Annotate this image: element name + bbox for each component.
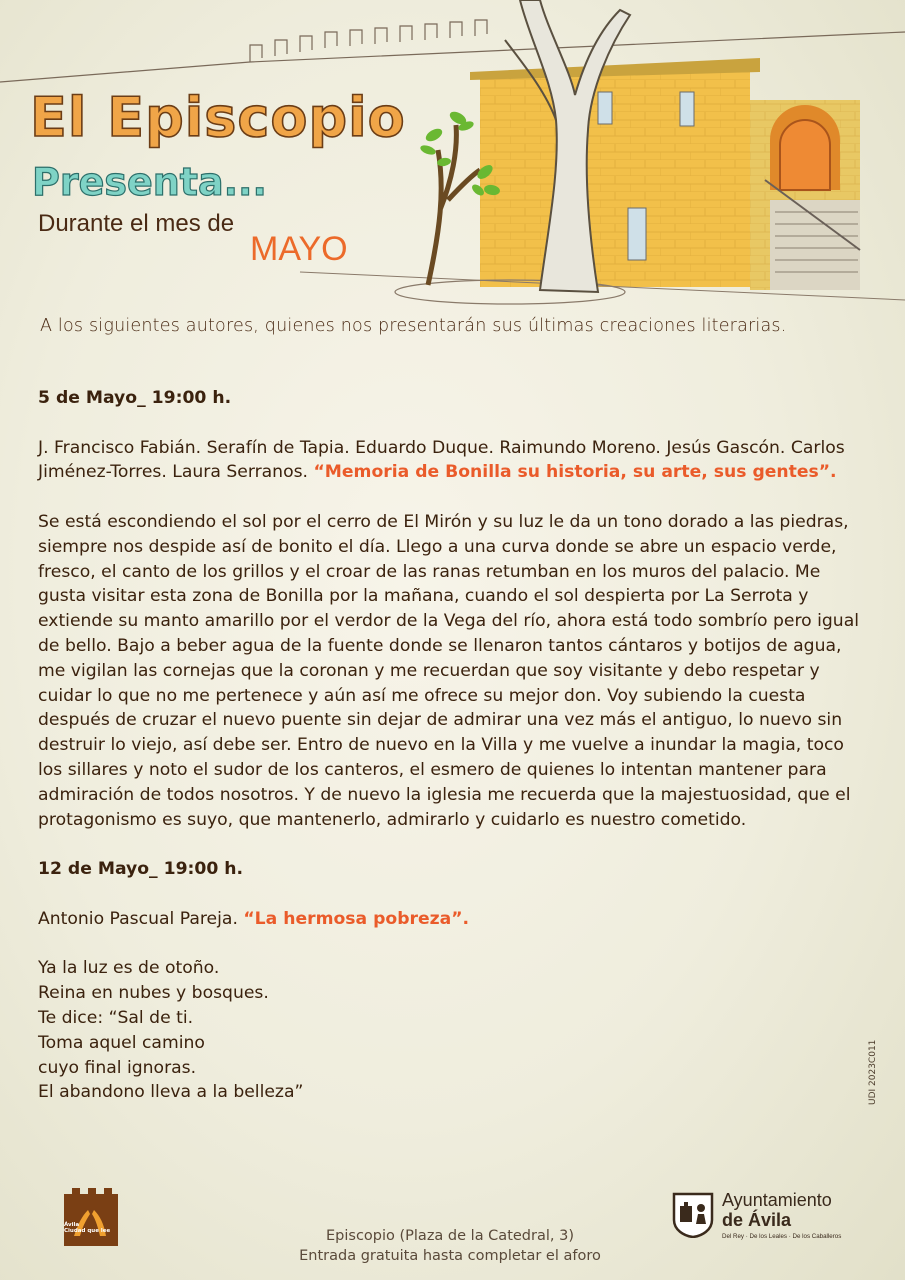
ayuntamiento-motto: Del Rey · De los Leales · De los Caballeros <box>722 1233 842 1240</box>
event-2-book-title: “La hermosa pobreza”. <box>243 908 470 929</box>
avila-ciudad-que-lee-logo <box>60 1186 122 1248</box>
ayuntamiento-line2: de Ávila <box>722 1210 792 1230</box>
page-subtitle: Presenta... <box>32 160 267 204</box>
poem-line: Ya la luz es de otoño. <box>38 958 220 979</box>
poem-line: Reina en nubes y bosques. <box>38 983 269 1004</box>
poem-line: cuyo final ignoras. <box>38 1057 197 1078</box>
event-2-date: 12 de Mayo_ 19:00 h. <box>38 859 244 880</box>
footer-venue-info <box>200 1226 700 1266</box>
castle-hands-icon <box>60 1186 122 1248</box>
footer-venue: Episcopio (Plaza de la Catedral, 3) <box>326 1228 574 1244</box>
month-label: MAYO <box>250 230 348 268</box>
episcopio-building-illustration <box>0 0 905 310</box>
event-1-date: 5 de Mayo_ 19:00 h. <box>38 388 232 408</box>
footer-entry: Entrada gratuita hasta completar el aforo <box>299 1248 601 1264</box>
event-1-credits <box>38 436 868 486</box>
city-shield-icon <box>672 1192 714 1238</box>
avila-logo-word: Ávila <box>64 1222 80 1228</box>
udi-code: UDI 2023C011 <box>868 1039 878 1105</box>
page-title: El Episcopio <box>30 86 406 149</box>
ayuntamiento-line1: Ayuntamiento <box>722 1190 832 1210</box>
event-2-author: Antonio Pascual Pareja. <box>38 908 238 929</box>
event-1-book-title: “Memoria de Bonilla su historia, su arte, sus gentes”. <box>313 462 837 483</box>
event-1-excerpt: Se está escondiendo el sol por el cerro de El Mirón y su luz le da un tono dorado a las piedras, siempre nos despide así de bonito el día. Llego a una curva donde se abre un espacio verde, fresco, el canto de los grillos y el croar de las ranas retumban en los muros del palacio. Me gusta visitar esta zona de Bonilla por la mañana, cuando el sol despierta por La Serrota y extiende su manto amarillo por el verdor de la Vega del río, ahora está todo sombrío pero igual de bello. Bajo a beber agua de la fuente donde se llenaron tantos cántaros y botijos de agua, me vigilan las cornejas que la coronan y me recuerdan que soy visitante y debo respetar y cuidar lo que no me pertenece y aún así me ofrece su mejor don. Voy subiendo la cuesta después de cruzar el nuevo puente sin dejar de admirar una vez más el antiguo, lo nuevo sin destruir lo viejo, así debe ser. Entro de nuevo en la Villa y me vuelve a inundar la magia, toco los sillares y noto el sudor de los canteros, el esmero de quienes lo intentan mantener para admiración de todos nosotros. Y de nuevo la iglesia me recuerda que la majestuosidad, que el protagonismo es suyo, que mantenerlo, admirarlo y cuidarlo es nuestro cometido. <box>38 511 860 830</box>
poem-line: El abandono lleva a la belleza” <box>38 1082 304 1103</box>
month-intro-label: Durante el mes de <box>38 210 235 237</box>
events-content <box>38 386 868 1105</box>
ayuntamiento-avila-logo <box>672 1190 872 1250</box>
intro-text: A los siguientes autores, quienes nos presentarán sus últimas creaciones literarias. <box>40 316 787 336</box>
avila-logo-caption <box>64 1222 110 1234</box>
event-2-credits <box>38 907 868 932</box>
event-1-authors: J. Francisco Fabián. Serafín de Tapia. Eduardo Duque. Raimundo Moreno. Jesús Gascón. Carlos Jiménez-Torres. Laura Serranos. <box>38 437 845 483</box>
poem-line: Toma aquel camino <box>38 1032 205 1053</box>
event-2-poem <box>38 956 868 1105</box>
poem-line: Te dice: “Sal de ti. <box>38 1007 194 1028</box>
ayuntamiento-name <box>722 1190 832 1230</box>
avila-logo-slogan: Ciudad que lee <box>64 1228 111 1234</box>
